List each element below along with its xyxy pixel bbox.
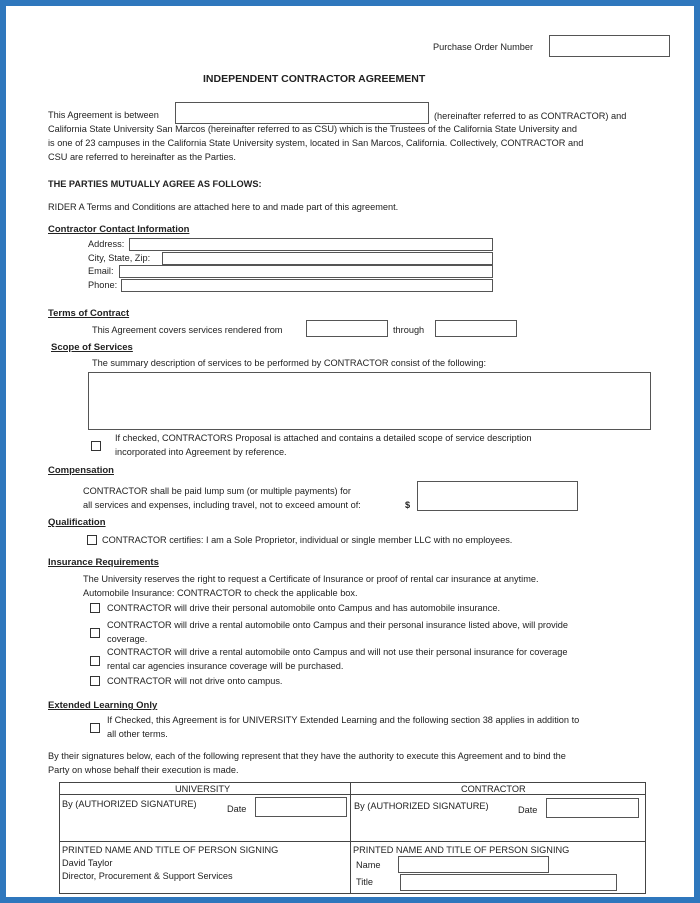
extended-learning-checkbox[interactable] — [90, 723, 100, 733]
amount-field[interactable] — [417, 481, 578, 511]
qualification-text: CONTRACTOR certifies: I am a Sole Proprietor, individual or single member LLC with no employees. — [102, 535, 513, 545]
contractor-printed-name-field[interactable] — [398, 856, 549, 873]
compensation-heading: Compensation — [48, 465, 114, 476]
table-header-divider — [59, 794, 646, 795]
proposal-checkbox[interactable] — [91, 441, 101, 451]
contractor-date-label: Date — [518, 805, 538, 815]
university-printed-label: PRINTED NAME AND TITLE OF PERSON SIGNING — [62, 845, 279, 855]
insurance-option3-line1: CONTRACTOR will drive a rental automobile onto Campus and will not use their personal insurance for coverage — [107, 647, 568, 657]
extended-heading: Extended Learning Only — [48, 700, 158, 711]
table-row-divider — [59, 841, 646, 842]
qualification-checkbox[interactable] — [87, 535, 97, 545]
po-number-field[interactable] — [549, 35, 670, 57]
start-date-field[interactable] — [306, 320, 388, 337]
phone-label: Phone: — [88, 280, 118, 290]
intro-line2: California State University San Marcos (hereinafter referred to as CSU) which is the Trustees of the California State University and — [48, 124, 578, 134]
insurance-option3-checkbox[interactable] — [90, 656, 100, 666]
insurance-option2-line2: coverage. — [107, 634, 148, 644]
extended-line1: If Checked, this Agreement is for UNIVERSITY Extended Learning and the following section 38 applies in addition to — [107, 715, 580, 725]
scope-description-field[interactable] — [88, 372, 651, 430]
email-label: Email: — [88, 266, 114, 276]
currency-symbol: $ — [405, 500, 411, 510]
university-header: UNIVERSITY — [175, 784, 231, 794]
insurance-option3-line2: rental car agencies insurance coverage will be purchased. — [107, 661, 344, 671]
terms-through: through — [393, 325, 425, 335]
contact-heading: Contractor Contact Information — [48, 224, 190, 235]
signatures-intro-line1: By their signatures below, each of the following represent that they have the authority to execute this Agreement and to bind the — [48, 751, 566, 761]
compensation-line1: CONTRACTOR shall be paid lump sum (or multiple payments) for — [83, 486, 351, 496]
insurance-option1-checkbox[interactable] — [90, 603, 100, 613]
insurance-option1: CONTRACTOR will drive their personal automobile onto Campus and has automobile insurance. — [107, 603, 501, 613]
phone-field[interactable] — [121, 279, 493, 292]
insurance-line2: Automobile Insurance: CONTRACTOR to check the applicable box. — [83, 588, 358, 598]
compensation-line2: all services and expenses, including travel, not to exceed amount of: — [83, 500, 361, 510]
signatures-intro-line2: Party on whose behalf their execution is made. — [48, 765, 239, 775]
intro-line3: is one of 23 campuses in the California State University system, located in San Marcos, California. Collectively, CONTRACTOR and — [48, 138, 584, 148]
city-label: City, State, Zip: — [88, 253, 151, 263]
contractor-signature-label: By (AUTHORIZED SIGNATURE) — [354, 801, 489, 811]
qualification-heading: Qualification — [48, 517, 106, 528]
page-title: INDEPENDENT CONTRACTOR AGREEMENT — [203, 73, 426, 85]
university-signature-label: By (AUTHORIZED SIGNATURE) — [62, 799, 197, 809]
contractor-title-label: Title — [356, 877, 374, 887]
agreement-form — [6, 6, 694, 897]
po-label: Purchase Order Number — [433, 42, 534, 52]
agree-heading: THE PARTIES MUTUALLY AGREE AS FOLLOWS: — [48, 179, 262, 189]
address-label: Address: — [88, 239, 125, 249]
contractor-name-field[interactable] — [175, 102, 429, 124]
end-date-field[interactable] — [435, 320, 517, 337]
university-signer-title: Director, Procurement & Support Services — [62, 871, 233, 881]
intro-line1-post: (hereinafter referred to as CONTRACTOR) and — [434, 111, 627, 121]
scope-text: The summary description of services to be performed by CONTRACTOR consist of the following: — [92, 358, 487, 368]
extended-line2: all other terms. — [107, 729, 168, 739]
insurance-heading: Insurance Requirements — [48, 557, 159, 568]
scope-heading: Scope of Services — [51, 342, 133, 353]
insurance-option2-line1: CONTRACTOR will drive a rental automobile onto Campus and their personal insurance listed above, will provide — [107, 620, 568, 630]
insurance-option4: CONTRACTOR will not drive onto campus. — [107, 676, 283, 686]
proposal-line2: incorporated into Agreement by reference. — [115, 447, 287, 457]
contractor-printed-label: PRINTED NAME AND TITLE OF PERSON SIGNING — [353, 845, 570, 855]
intro-line1-pre: This Agreement is between — [48, 110, 159, 120]
insurance-option2-checkbox[interactable] — [90, 628, 100, 638]
terms-text: This Agreement covers services rendered from — [92, 325, 283, 335]
university-date-field[interactable] — [255, 797, 347, 817]
city-field[interactable] — [162, 252, 493, 265]
proposal-line1: If checked, CONTRACTORS Proposal is attached and contains a detailed scope of service description — [115, 433, 532, 443]
contractor-date-field[interactable] — [546, 798, 639, 818]
university-date-label: Date — [227, 804, 247, 814]
university-signer-name: David Taylor — [62, 858, 113, 868]
contractor-header: CONTRACTOR — [461, 784, 526, 794]
intro-line4: CSU are referred to hereinafter as the Parties. — [48, 152, 236, 162]
contractor-name-label: Name — [356, 860, 381, 870]
terms-heading: Terms of Contract — [48, 308, 130, 319]
insurance-line1: The University reserves the right to request a Certificate of Insurance or proof of rental car insurance at anytime. — [83, 574, 539, 584]
contractor-printed-title-field[interactable] — [400, 874, 617, 891]
insurance-option4-checkbox[interactable] — [90, 676, 100, 686]
rider-text: RIDER A Terms and Conditions are attached here to and made part of this agreement. — [48, 202, 399, 212]
email-field[interactable] — [119, 265, 493, 278]
address-field[interactable] — [129, 238, 493, 251]
